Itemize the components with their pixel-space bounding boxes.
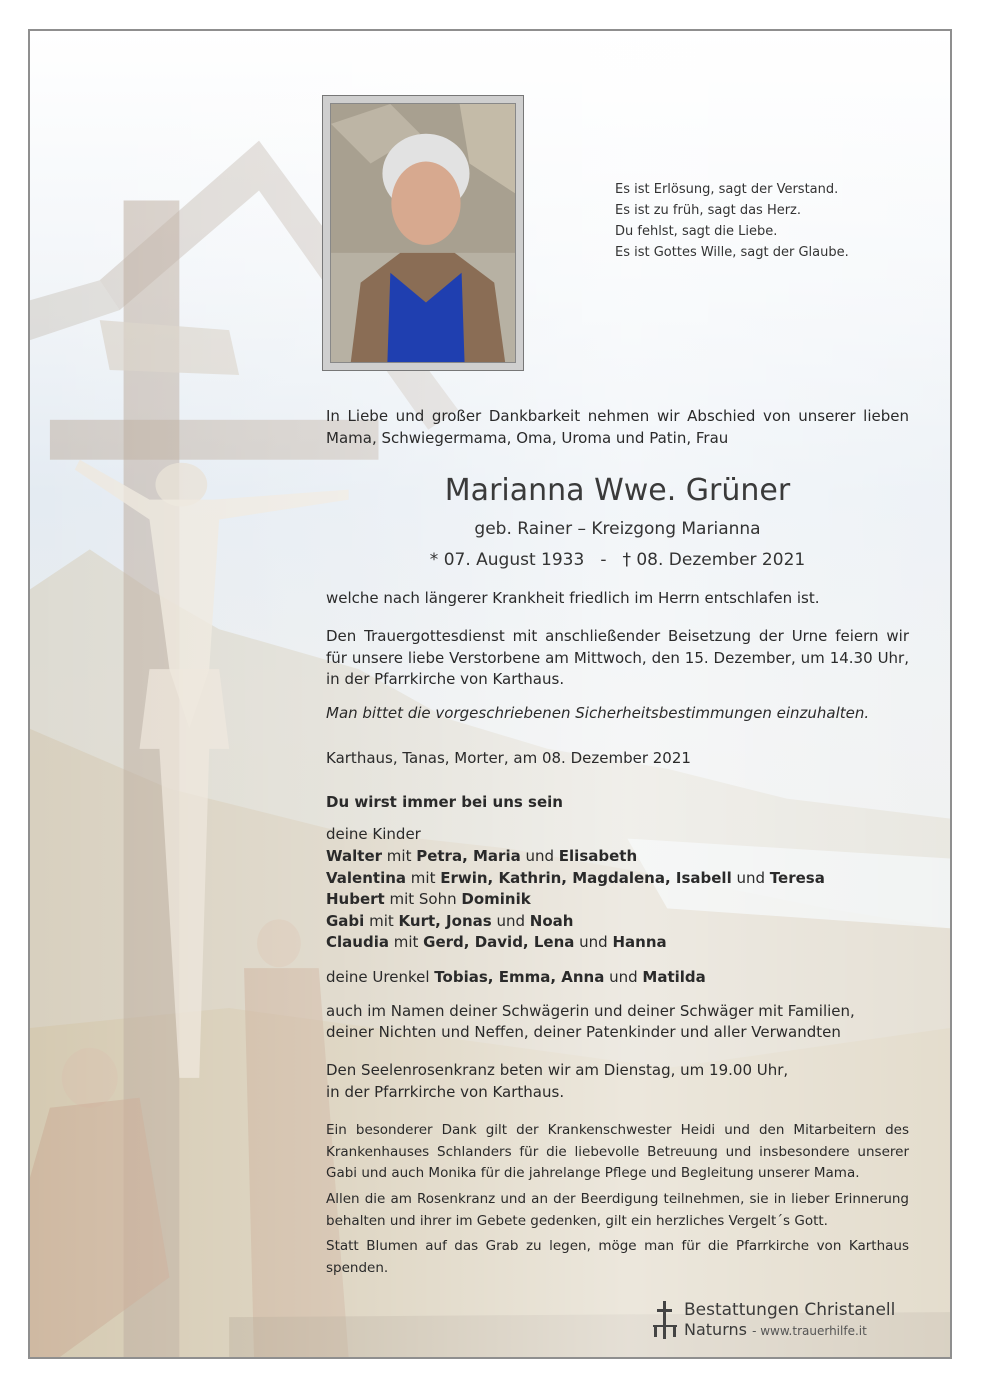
child-family-line bbox=[326, 846, 909, 868]
connector-text: mit bbox=[364, 911, 399, 930]
family-name: Gabi bbox=[326, 911, 365, 930]
cross-logo-icon bbox=[650, 1299, 680, 1341]
family-name: Dominik bbox=[461, 890, 531, 908]
relatives-line: auch im Namen deiner Schwägerin und deiner Schwäger mit Familien, bbox=[326, 1002, 855, 1020]
place-date: Karthaus, Tanas, Morter, am 08. Dezember 2021 bbox=[326, 749, 691, 767]
connector-text: mit Sohn bbox=[384, 890, 462, 908]
family-name: Claudia bbox=[326, 933, 389, 951]
service-text: Den Trauergottesdienst mit anschließender Beisetzung der Urne feiern wir für unsere liebe Verstorbene am Mittwoch, den 15. Dezember, um 14.30 Uhr, in der Pfarrkirche von Karthaus. bbox=[326, 627, 909, 688]
funeral-home-logo bbox=[644, 1299, 920, 1343]
children-list bbox=[326, 846, 909, 954]
family-name: Petra, Maria bbox=[416, 847, 521, 865]
connector-text: und bbox=[520, 847, 559, 865]
connector-text: und bbox=[731, 868, 770, 887]
connector-text: und bbox=[604, 968, 643, 986]
connector-text: und bbox=[574, 933, 613, 951]
family-name: Kurt, Jonas bbox=[398, 911, 492, 930]
poem-line: Es ist zu früh, sagt das Herz. bbox=[615, 203, 802, 218]
child-family-line bbox=[326, 911, 909, 933]
family-name: Valentina bbox=[326, 868, 407, 887]
thanks-paragraph: Ein besonderer Dank gilt der Krankenschwester Heidi und den Mitarbeitern des Krankenhauses Schlanders für die liebevolle Betreuung und insbesondere unserer Gabi und auch Monika für die jahrelange Pflege und Begleitung unserer Mama. bbox=[326, 1122, 909, 1181]
poem-line: Du fehlst, sagt die Liebe. bbox=[615, 224, 778, 239]
thanks-paragraph: Allen die am Rosenkranz und an der Beerdigung teilnehmen, sie in lieber Erinnerung behalten und ihrer im Gebete gedenken, gilt ein herzliches Vergelt´s Gott. bbox=[326, 1191, 909, 1229]
family-name: Hubert bbox=[326, 890, 385, 908]
town: Naturns bbox=[684, 1320, 747, 1339]
children-label: deine Kinder bbox=[326, 825, 421, 843]
deceased-name: Marianna Wwe. Grüner bbox=[444, 473, 791, 508]
deceased-portrait-photo bbox=[322, 95, 524, 371]
passed-text: welche nach längerer Krankheit friedlich im Herrn entschlafen ist. bbox=[326, 589, 820, 607]
family-name: Hanna bbox=[612, 933, 667, 951]
connector-text: und bbox=[491, 911, 530, 930]
safety-note: Man bittet die vorgeschriebenen Sicherheitsbestimmungen einzuhalten. bbox=[326, 704, 870, 722]
greatgrandchildren bbox=[326, 967, 909, 989]
date-separator: - bbox=[600, 550, 607, 570]
poem bbox=[615, 179, 849, 263]
family-name: Elisabeth bbox=[558, 847, 638, 865]
intro-text: In Liebe und großer Dankbarkeit nehmen wir Abschied von unserer lieben Mama, Schwiegermama, Oma, Uroma und Patin, Frau bbox=[326, 407, 909, 447]
poem-line: Es ist Erlösung, sagt der Verstand. bbox=[615, 182, 839, 197]
relatives-line: deiner Nichten und Neffen, deiner Patenkinder und aller Verwandten bbox=[326, 1023, 841, 1041]
family-name: Erwin, Kathrin, Magdalena, Isabell bbox=[440, 868, 732, 887]
life-dates bbox=[326, 548, 909, 572]
connector-text: mit bbox=[406, 868, 441, 887]
connector-text: mit bbox=[388, 933, 424, 951]
motto: Du wirst immer bei uns sein bbox=[326, 793, 563, 811]
obituary-frame bbox=[28, 29, 952, 1359]
company-url: - www.trauerhilfe.it bbox=[752, 1324, 867, 1338]
birth-name: geb. Rainer – Kreizgong Marianna bbox=[474, 519, 761, 539]
poem-line: Es ist Gottes Wille, sagt der Glaube. bbox=[615, 245, 849, 260]
family-name: Noah bbox=[529, 911, 574, 930]
birth-date: * 07. August 1933 bbox=[429, 550, 585, 570]
death-date: † 08. Dezember 2021 bbox=[622, 550, 806, 570]
connector-text: mit bbox=[382, 847, 417, 865]
child-family-line bbox=[326, 889, 909, 911]
family-name: Walter bbox=[326, 847, 383, 865]
company-name: Bestattungen Christanell bbox=[684, 1300, 896, 1320]
rosary-line: in der Pfarrkirche von Karthaus. bbox=[326, 1083, 565, 1101]
child-family-line bbox=[326, 932, 909, 954]
portrait-image bbox=[330, 103, 516, 363]
family-name: Teresa bbox=[769, 868, 825, 887]
family-name: Gerd, David, Lena bbox=[423, 933, 575, 951]
company-town bbox=[684, 1320, 867, 1341]
family-name: Tobias, Emma, Anna bbox=[434, 968, 605, 986]
child-family-line bbox=[326, 868, 909, 890]
connector-text: deine Urenkel bbox=[326, 968, 435, 986]
donation-note: Statt Blumen auf das Grab zu legen, möge man für die Pfarrkirche von Karthaus spenden. bbox=[326, 1238, 909, 1276]
rosary-line: Den Seelenrosenkranz beten wir am Dienstag, um 19.00 Uhr, bbox=[326, 1061, 789, 1079]
family-name: Matilda bbox=[642, 968, 706, 986]
